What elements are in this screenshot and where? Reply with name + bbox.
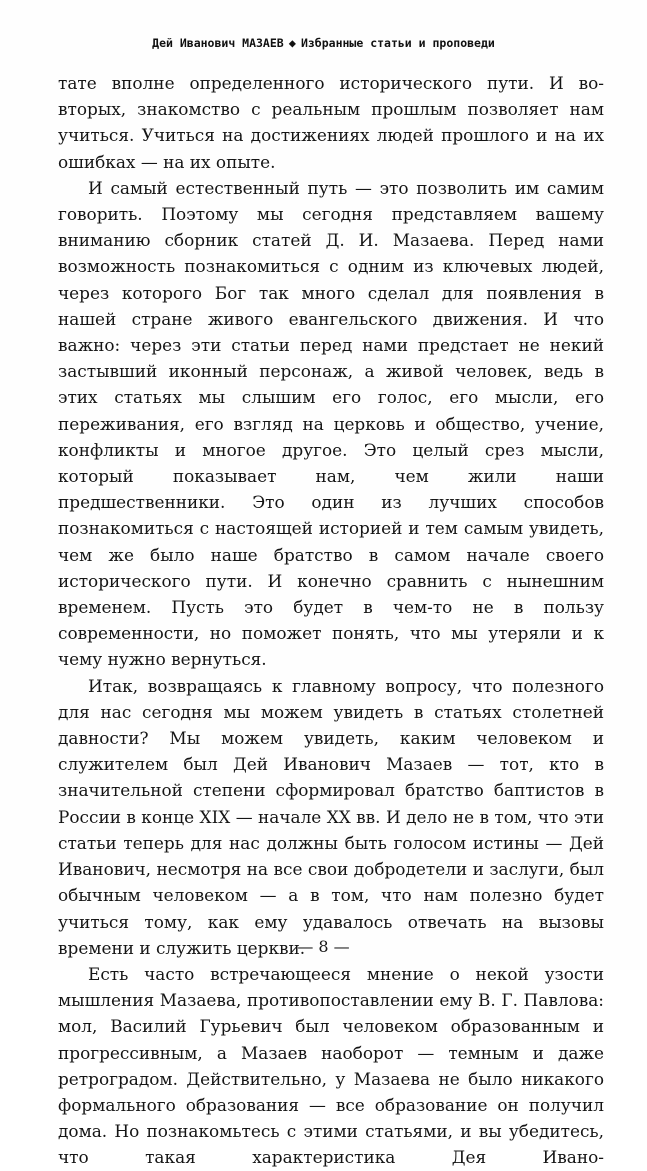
header-author: Дей Иванович МАЗАЕВ — [152, 36, 284, 50]
header-title: Избранные статьи и проповеди — [300, 36, 495, 50]
paragraph: Итак, возвращаясь к главному вопросу, что полезного для нас сегодня мы можем увидеть в статьях столетней давности? Мы можем увидеть, каким человеком и служителем был Дей Иванович Мазаев — тот, кто в значительной степени сформировал братство баптистов в России в конце XIX — начале XX вв. И дело не в том, что эти статьи теперь для нас должны быть голосом истины — Дей Иванович, несмотря на все свои добродетели и заслуги, был обычным человеком — а в том, что нам полезно будет учиться тому, как ему удавалось отвечать на вызовы времени и служить церкви. — [58, 675, 604, 958]
page-number: — 8 — — [297, 937, 350, 956]
paragraph-continues: Есть часто встречающееся мнение о некой узости мышления Мазаева, противопоставлении ему В. Г. Павлова: мол, Василий Гурьевич был человеком образованным и прогрессивным, а Мазаев наоборот — темным и даже ретроградом. Действительно, у Мазаева не было никакого формального образования — все образование он получил дома. Но познакомьтесь с этими статьями, и вы убедитесь, что такая характеристика Дея Ивано- — [58, 963, 604, 1168]
running-header — [0, 36, 647, 50]
page-body — [58, 70, 604, 1171]
paragraph: И самый естественный путь — это позволить им самим говорить. Поэтому мы сегодня представляем вашему вниманию сборник статей Д. И. Мазаева. Перед нами возможность познакомиться с одним из ключевых людей, через которого Бог так много сделал для появления в нашей стране живого евангельского движения. И что важно: через эти статьи перед нами предстает не некий застывший иконный персонаж, а живой человек, ведь в этих статьях мы слышим его голос, его мысли, его переживания, его взгляд на церковь и общество, учение, конфликты и многое другое. Это целый срез мысли, который показывает нам, чем жили наши предшественники. Это один из лучших способов познакомиться с настоящей историей и тем самым увидеть, чем же было наше братство в самом начале своего исторического пути. И конечно сравнить с нынешним временем. Пусть это будет в чем-то не в пользу современности, но поможет понять, что мы утеряли и к чему нужно вернуться. — [58, 177, 604, 670]
paragraph-continuation: тате вполне определенного исторического пути. И во-вторых, знакомство с реальным прошлым позволяет нам учиться. Учиться на достижениях людей прошлого и на их ошибках — на их опыте. — [58, 73, 604, 172]
header-separator-diamond-icon: ◆ — [288, 36, 296, 50]
